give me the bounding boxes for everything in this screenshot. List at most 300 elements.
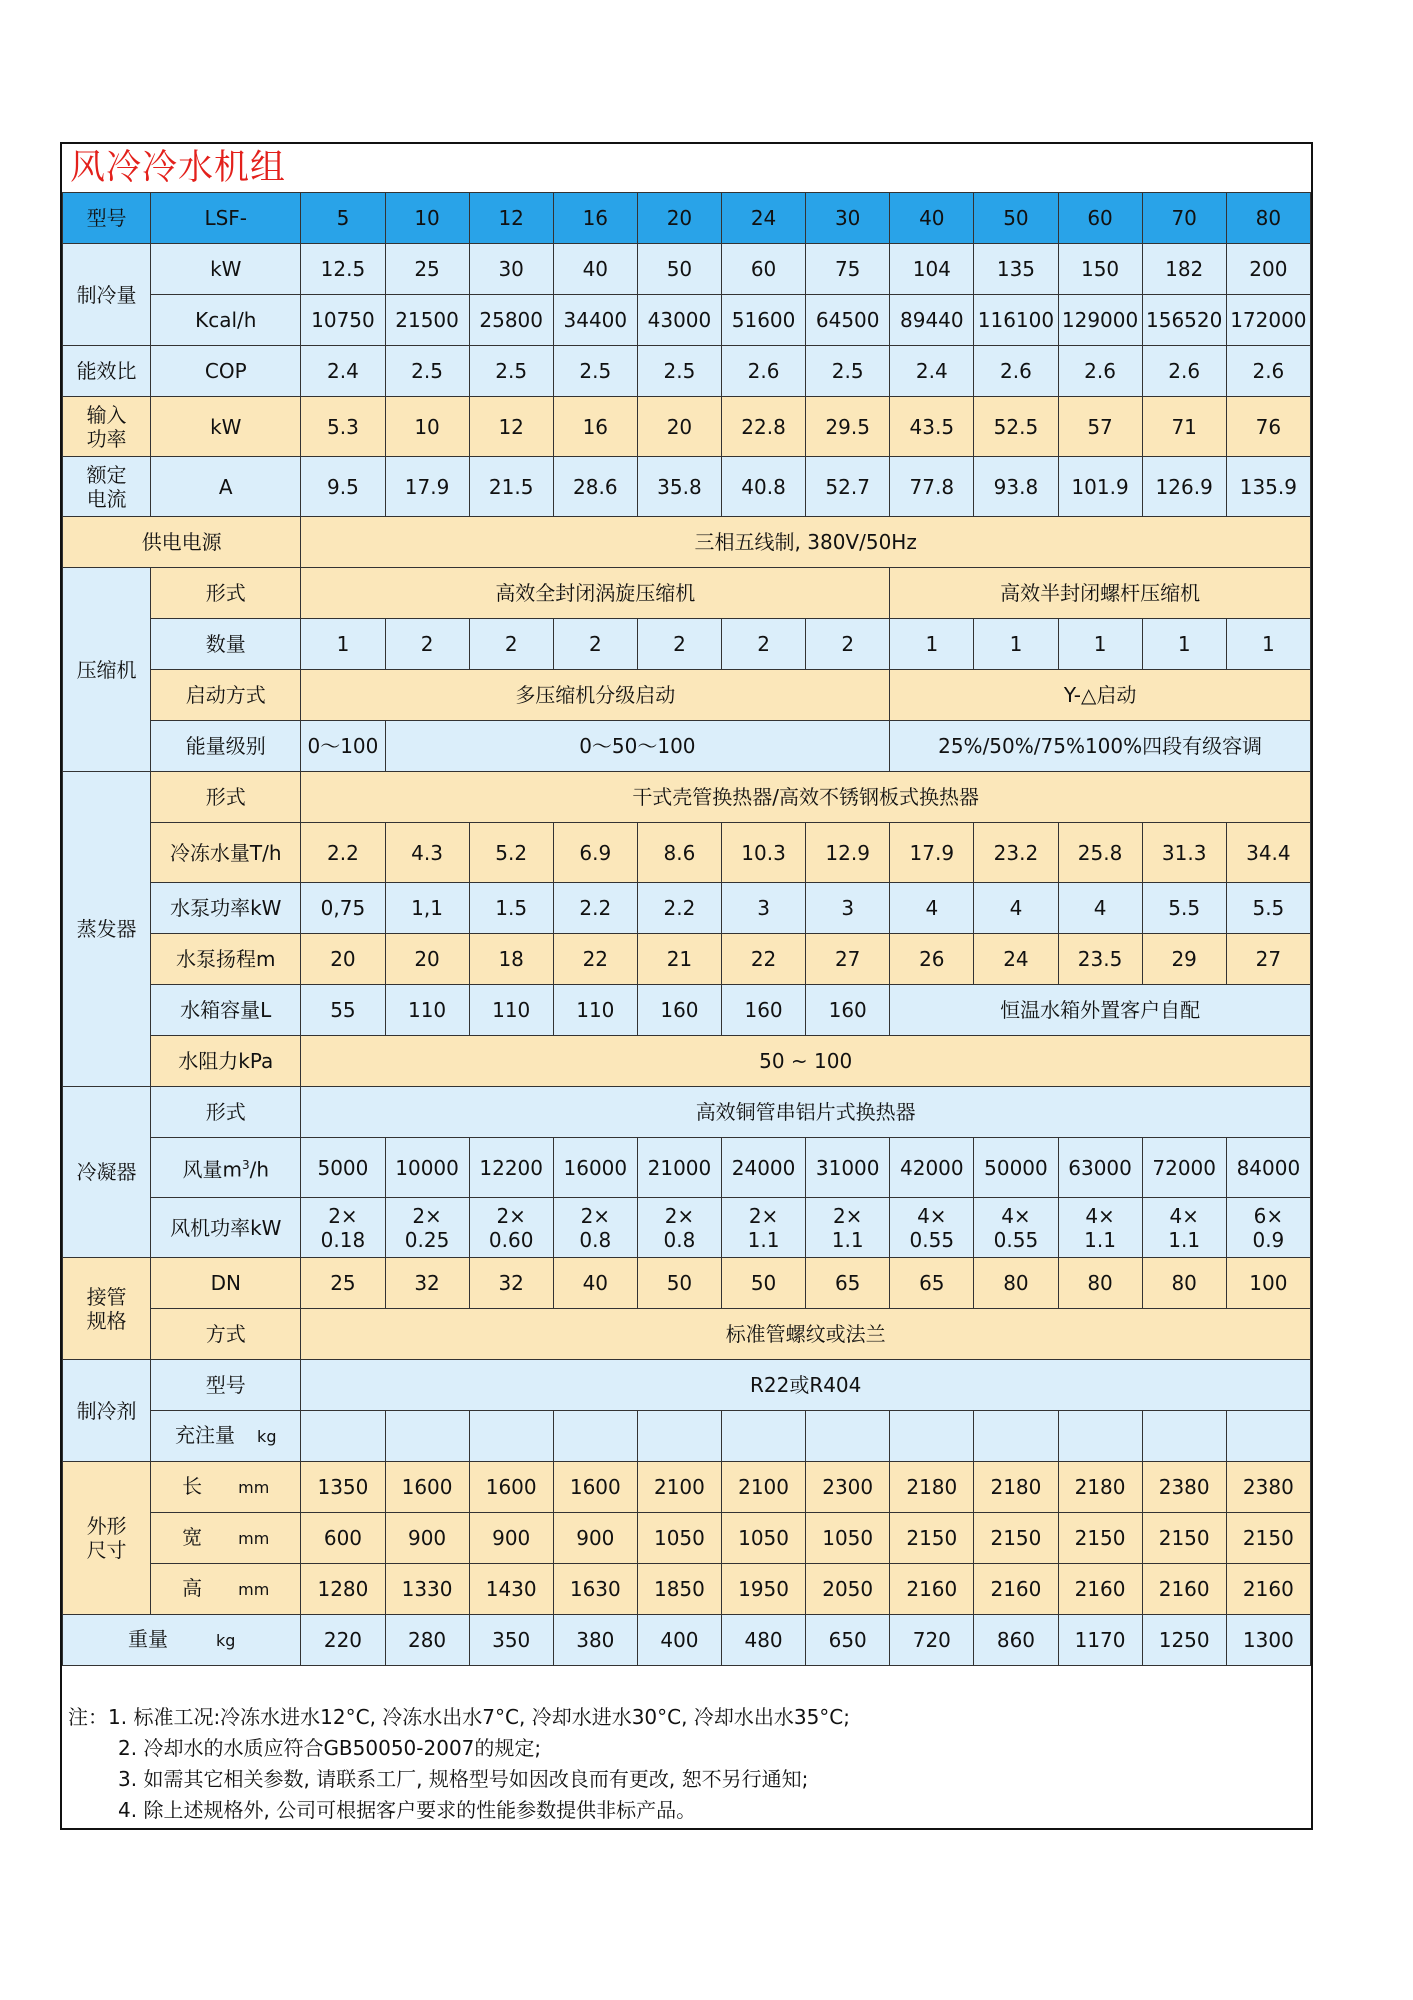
dims-height-cell: 2160 [1142, 1564, 1226, 1615]
evaporator-pump-cell: 1.5 [469, 883, 553, 934]
rated-current-cell: 17.9 [385, 457, 469, 517]
note-line: 2. 冷却水的水质应符合GB50050-2007的规定; [118, 1736, 542, 1760]
cop-cell: 2.6 [1142, 346, 1226, 397]
dims-width-cell: 1050 [806, 1513, 890, 1564]
condenser-air-cell: 10000 [385, 1138, 469, 1198]
evaporator-tank-cell: 160 [637, 985, 721, 1036]
input-power-cell: 76 [1226, 397, 1310, 457]
dims-width-cell: 900 [385, 1513, 469, 1564]
dims-width-cell: 600 [301, 1513, 385, 1564]
refrigerant-charge-cell [1226, 1411, 1310, 1462]
evaporator-flow-cell: 34.4 [1226, 823, 1310, 883]
condenser-form-row [63, 1087, 1311, 1138]
cooling-kcal-cell: 129000 [1058, 295, 1142, 346]
condenser-fan-cell: 4× 0.55 [974, 1198, 1058, 1258]
model-cell: 60 [1058, 193, 1142, 244]
weight-cell: 280 [385, 1615, 469, 1666]
input-power-cell: 43.5 [890, 397, 974, 457]
cooling-kw-cell: 30 [469, 244, 553, 295]
refrigerant-label: 制冷剂 [63, 1360, 151, 1462]
cop-unit: COP [151, 346, 301, 397]
model-cell: 80 [1226, 193, 1310, 244]
compressor-form-screw: 高效半封闭螺杆压缩机 [890, 568, 1311, 619]
input-power-cell: 20 [637, 397, 721, 457]
note-line: 3. 如需其它相关参数, 请联系工厂, 规格型号如因改良而有更改, 恕不另行通知; [118, 1767, 809, 1791]
compressor-qty-cell: 1 [890, 619, 974, 670]
condenser-fan-cell: 4× 1.1 [1142, 1198, 1226, 1258]
evaporator-head-cell: 23.5 [1058, 934, 1142, 985]
dims-length-cell: 2300 [806, 1462, 890, 1513]
compressor-capacity-label: 能量级别 [151, 721, 301, 772]
compressor-qty-cell: 2 [637, 619, 721, 670]
rated-current-cell: 9.5 [301, 457, 385, 517]
pipe-dn-cell: 65 [806, 1258, 890, 1309]
condenser-fan-cell: 2× 0.8 [553, 1198, 637, 1258]
cooling-kcal-cell: 43000 [637, 295, 721, 346]
refrigerant-charge-cell [722, 1411, 806, 1462]
input-power-cell: 71 [1142, 397, 1226, 457]
compressor-qty-cell: 2 [722, 619, 806, 670]
dims-length-cell: 2180 [890, 1462, 974, 1513]
pipe-dn-cell: 50 [722, 1258, 806, 1309]
cooling-kcal-cell: 21500 [385, 295, 469, 346]
refrigerant-charge-cell [890, 1411, 974, 1462]
cop-cell: 2.6 [1058, 346, 1142, 397]
dims-height-cell: 1850 [637, 1564, 721, 1615]
condenser-fan-cell: 6× 0.9 [1226, 1198, 1310, 1258]
weight-cell: 1170 [1058, 1615, 1142, 1666]
compressor-label: 压缩机 [63, 568, 151, 772]
condenser-fan-cell: 4× 1.1 [1058, 1198, 1142, 1258]
refrigerant-charge-cell [553, 1411, 637, 1462]
model-cell: 12 [469, 193, 553, 244]
evaporator-pump-cell: 5.5 [1142, 883, 1226, 934]
dims-height-cell: 2160 [1058, 1564, 1142, 1615]
refrigerant-charge-cell [385, 1411, 469, 1462]
pipe-dn-cell: 80 [1142, 1258, 1226, 1309]
evaporator-flow-cell: 8.6 [637, 823, 721, 883]
pipe-dn-row [63, 1258, 1311, 1309]
cooling-kw-cell: 200 [1226, 244, 1310, 295]
refrigerant-charge-cell [637, 1411, 721, 1462]
pipe-dn-cell: 80 [1058, 1258, 1142, 1309]
cop-label: 能效比 [63, 346, 151, 397]
pipe-dn-cell: 32 [469, 1258, 553, 1309]
evaporator-head-cell: 27 [806, 934, 890, 985]
evaporator-pump-cell: 4 [974, 883, 1058, 934]
condenser-air-cell: 31000 [806, 1138, 890, 1198]
rated-current-cell: 77.8 [890, 457, 974, 517]
power-supply-label: 供电电源 [63, 517, 301, 568]
compressor-capacity-four-step: 25%/50%/75%100%四段有级容调 [890, 721, 1311, 772]
refrigerant-charge-cell [1142, 1411, 1226, 1462]
cooling-kw-cell: 25 [385, 244, 469, 295]
dims-length-row [63, 1462, 1311, 1513]
cooling-kw-cell: 150 [1058, 244, 1142, 295]
weight-cell: 860 [974, 1615, 1058, 1666]
model-label: 型号 [63, 193, 151, 244]
compressor-start-label: 启动方式 [151, 670, 301, 721]
rated-current-cell: 135.9 [1226, 457, 1310, 517]
cooling-kcal-cell: 172000 [1226, 295, 1310, 346]
cooling-kcal-cell: 10750 [301, 295, 385, 346]
dims-length-label: 长 mm [151, 1462, 301, 1513]
model-cell: 24 [722, 193, 806, 244]
cooling-kw-cell: 75 [806, 244, 890, 295]
condenser-fan-cell: 2× 0.60 [469, 1198, 553, 1258]
rated-current-unit: A [151, 457, 301, 517]
evaporator-head-cell: 22 [722, 934, 806, 985]
evaporator-head-cell: 20 [385, 934, 469, 985]
condenser-fan-cell: 4× 0.55 [890, 1198, 974, 1258]
input-power-cell: 57 [1058, 397, 1142, 457]
cooling-kw-cell: 40 [553, 244, 637, 295]
weight-cell: 1250 [1142, 1615, 1226, 1666]
compressor-qty-cell: 2 [385, 619, 469, 670]
evaporator-tank-cell: 110 [469, 985, 553, 1036]
evaporator-pump-cell: 3 [806, 883, 890, 934]
condenser-fan-cell: 2× 0.25 [385, 1198, 469, 1258]
evaporator-pump-cell: 4 [890, 883, 974, 934]
input-power-cell: 16 [553, 397, 637, 457]
compressor-qty-cell: 1 [974, 619, 1058, 670]
condenser-air-cell: 42000 [890, 1138, 974, 1198]
dims-height-cell: 1630 [553, 1564, 637, 1615]
cop-cell: 2.5 [553, 346, 637, 397]
evaporator-tank-label: 水箱容量L [151, 985, 301, 1036]
weight-cell: 650 [806, 1615, 890, 1666]
refrigerant-type-label: 型号 [151, 1360, 301, 1411]
condenser-fan-cell: 2× 1.1 [722, 1198, 806, 1258]
evaporator-form-row [63, 772, 1311, 823]
dims-height-cell: 2050 [806, 1564, 890, 1615]
dims-length-cell: 2380 [1142, 1462, 1226, 1513]
weight-cell: 350 [469, 1615, 553, 1666]
input-power-cell: 29.5 [806, 397, 890, 457]
dims-width-row [63, 1513, 1311, 1564]
compressor-start-star-delta: Y-△启动 [890, 670, 1311, 721]
dims-height-cell: 2160 [890, 1564, 974, 1615]
condenser-fan-cell: 2× 0.18 [301, 1198, 385, 1258]
condenser-air-row [63, 1138, 1311, 1198]
compressor-qty-row [63, 619, 1311, 670]
weight-cell: 480 [722, 1615, 806, 1666]
rated-current-cell: 21.5 [469, 457, 553, 517]
refrigerant-charge-cell [301, 1411, 385, 1462]
rated-current-cell: 126.9 [1142, 457, 1226, 517]
input-power-row [63, 397, 1311, 457]
evaporator-pump-cell: 3 [722, 883, 806, 934]
compressor-qty-cell: 1 [1226, 619, 1310, 670]
evaporator-head-cell: 22 [553, 934, 637, 985]
cop-row [63, 346, 1311, 397]
spec-table [62, 192, 1311, 1666]
input-power-cell: 22.8 [722, 397, 806, 457]
dims-width-cell: 2150 [1142, 1513, 1226, 1564]
model-cell: 10 [385, 193, 469, 244]
dims-width-cell: 2150 [890, 1513, 974, 1564]
weight-cell: 400 [637, 1615, 721, 1666]
evaporator-flow-cell: 2.2 [301, 823, 385, 883]
condenser-air-cell: 12200 [469, 1138, 553, 1198]
evaporator-flow-cell: 23.2 [974, 823, 1058, 883]
dims-length-cell: 2100 [637, 1462, 721, 1513]
refrigerant-type-value: R22或R404 [301, 1360, 1311, 1411]
compressor-qty-cell: 2 [553, 619, 637, 670]
compressor-qty-cell: 1 [1058, 619, 1142, 670]
cooling-kcal-unit: Kcal/h [151, 295, 301, 346]
dims-width-cell: 1050 [637, 1513, 721, 1564]
evaporator-pump-cell: 2.2 [637, 883, 721, 934]
compressor-capacity-dual: 0～50～100 [385, 721, 890, 772]
dims-length-cell: 1600 [469, 1462, 553, 1513]
cop-cell: 2.6 [1226, 346, 1310, 397]
pipe-dn-cell: 100 [1226, 1258, 1310, 1309]
dims-length-cell: 2180 [1058, 1462, 1142, 1513]
rated-current-cell: 101.9 [1058, 457, 1142, 517]
condenser-air-cell: 5000 [301, 1138, 385, 1198]
refrigerant-charge-cell [806, 1411, 890, 1462]
cop-cell: 2.6 [974, 346, 1058, 397]
dims-width-cell: 2150 [974, 1513, 1058, 1564]
dims-length-cell: 2180 [974, 1462, 1058, 1513]
cooling-kw-row [63, 244, 1311, 295]
spec-sheet [60, 142, 1313, 1830]
evaporator-head-cell: 21 [637, 934, 721, 985]
weight-cell: 380 [553, 1615, 637, 1666]
compressor-qty-cell: 1 [301, 619, 385, 670]
power-supply-value: 三相五线制, 380V/50Hz [301, 517, 1311, 568]
model-cell: 20 [637, 193, 721, 244]
evaporator-pump-row [63, 883, 1311, 934]
rated-current-cell: 28.6 [553, 457, 637, 517]
compressor-qty-label: 数量 [151, 619, 301, 670]
evaporator-head-cell: 29 [1142, 934, 1226, 985]
dims-width-cell: 900 [469, 1513, 553, 1564]
evaporator-head-cell: 20 [301, 934, 385, 985]
evaporator-label: 蒸发器 [63, 772, 151, 1087]
dims-length-cell: 2380 [1226, 1462, 1310, 1513]
evaporator-resist-row [63, 1036, 1311, 1087]
condenser-air-cell: 16000 [553, 1138, 637, 1198]
evaporator-tank-cell: 110 [385, 985, 469, 1036]
input-power-cell: 12 [469, 397, 553, 457]
evaporator-pump-cell: 4 [1058, 883, 1142, 934]
compressor-qty-cell: 2 [469, 619, 553, 670]
condenser-air-cell: 84000 [1226, 1138, 1310, 1198]
refrigerant-charge-cell [469, 1411, 553, 1462]
dims-width-cell: 2150 [1058, 1513, 1142, 1564]
rated-current-cell: 52.7 [806, 457, 890, 517]
condenser-form-value: 高效铜管串铝片式换热器 [301, 1087, 1311, 1138]
cooling-kw-cell: 182 [1142, 244, 1226, 295]
dims-width-cell: 1050 [722, 1513, 806, 1564]
dims-length-cell: 1350 [301, 1462, 385, 1513]
cooling-kw-cell: 104 [890, 244, 974, 295]
dims-width-label: 宽 mm [151, 1513, 301, 1564]
pipe-way-label: 方式 [151, 1309, 301, 1360]
evaporator-tank-cell: 160 [806, 985, 890, 1036]
dims-label: 外形 尺寸 [63, 1462, 151, 1615]
condenser-air-label: 风量$m^3/h$ [151, 1138, 301, 1198]
notes [68, 1702, 850, 1826]
input-power-label: 输入 功率 [63, 397, 151, 457]
evaporator-head-row [63, 934, 1311, 985]
cop-cell: 2.5 [385, 346, 469, 397]
model-prefix: LSF- [151, 193, 301, 244]
model-cell: 40 [890, 193, 974, 244]
refrigerant-type-row [63, 1360, 1311, 1411]
evaporator-pump-cell: 5.5 [1226, 883, 1310, 934]
refrigerant-charge-cell [1058, 1411, 1142, 1462]
cooling-kcal-cell: 34400 [553, 295, 637, 346]
cooling-kw-cell: 12.5 [301, 244, 385, 295]
page-title: 风冷冷水机组 [70, 148, 287, 188]
pipe-way-value: 标准管螺纹或法兰 [301, 1309, 1311, 1360]
evaporator-flow-cell: 10.3 [722, 823, 806, 883]
evaporator-resist-label: 水阻力kPa [151, 1036, 301, 1087]
model-cell: 30 [806, 193, 890, 244]
model-cell: 50 [974, 193, 1058, 244]
cooling-kw-cell: 60 [722, 244, 806, 295]
dims-height-cell: 1330 [385, 1564, 469, 1615]
model-cell: 70 [1142, 193, 1226, 244]
compressor-form-label: 形式 [151, 568, 301, 619]
compressor-qty-cell: 1 [1142, 619, 1226, 670]
evaporator-form-value: 干式壳管换热器/高效不锈钢板式换热器 [301, 772, 1311, 823]
evaporator-head-cell: 18 [469, 934, 553, 985]
cop-cell: 2.5 [806, 346, 890, 397]
weight-cell: 720 [890, 1615, 974, 1666]
dims-height-cell: 2160 [974, 1564, 1058, 1615]
model-cell: 5 [301, 193, 385, 244]
compressor-qty-cell: 2 [806, 619, 890, 670]
weight-cell: 1300 [1226, 1615, 1310, 1666]
evaporator-flow-cell: 12.9 [806, 823, 890, 883]
pipe-dn-label: DN [151, 1258, 301, 1309]
input-power-unit: kW [151, 397, 301, 457]
evaporator-pump-cell: 2.2 [553, 883, 637, 934]
condenser-air-cell: 72000 [1142, 1138, 1226, 1198]
cooling-kcal-cell: 64500 [806, 295, 890, 346]
input-power-cell: 10 [385, 397, 469, 457]
dims-height-cell: 1280 [301, 1564, 385, 1615]
cooling-kcal-row [63, 295, 1311, 346]
input-power-cell: 5.3 [301, 397, 385, 457]
condenser-air-cell: 50000 [974, 1138, 1058, 1198]
refrigerant-charge-row [63, 1411, 1311, 1462]
cop-cell: 2.5 [469, 346, 553, 397]
evaporator-flow-row [63, 823, 1311, 883]
dims-width-cell: 900 [553, 1513, 637, 1564]
cop-cell: 2.6 [722, 346, 806, 397]
refrigerant-charge-label: 充注量 kg [151, 1411, 301, 1462]
evaporator-pump-cell: 1,1 [385, 883, 469, 934]
dims-height-row [63, 1564, 1311, 1615]
cop-cell: 2.5 [637, 346, 721, 397]
rated-current-row [63, 457, 1311, 517]
dims-height-cell: 1430 [469, 1564, 553, 1615]
condenser-air-cell: 21000 [637, 1138, 721, 1198]
compressor-form-scroll: 高效全封闭涡旋压缩机 [301, 568, 890, 619]
model-cell: 16 [553, 193, 637, 244]
evaporator-pump-label: 水泵功率kW [151, 883, 301, 934]
compressor-capacity-single: 0～100 [301, 721, 385, 772]
evaporator-pump-cell: 0,75 [301, 883, 385, 934]
note-line: 注：1. 标准工况:冷冻水进水12°C, 冷冻水出水7°C, 冷却水进水30°C, 冷却水出水35°C; [68, 1705, 850, 1729]
evaporator-head-cell: 26 [890, 934, 974, 985]
pipe-way-row [63, 1309, 1311, 1360]
condenser-fan-label: 风机功率kW [151, 1198, 301, 1258]
dims-height-label: 高 mm [151, 1564, 301, 1615]
condenser-label: 冷凝器 [63, 1087, 151, 1258]
dims-height-cell: 2160 [1226, 1564, 1310, 1615]
compressor-form-row [63, 568, 1311, 619]
cooling-kcal-cell: 116100 [974, 295, 1058, 346]
dims-length-cell: 1600 [553, 1462, 637, 1513]
evaporator-flow-cell: 31.3 [1142, 823, 1226, 883]
evaporator-flow-label: 冷冻水量T/h [151, 823, 301, 883]
pipe-dn-cell: 80 [974, 1258, 1058, 1309]
cooling-kcal-cell: 156520 [1142, 295, 1226, 346]
evaporator-flow-cell: 6.9 [553, 823, 637, 883]
model-row [63, 193, 1311, 244]
cooling-kcal-cell: 51600 [722, 295, 806, 346]
compressor-capacity-row [63, 721, 1311, 772]
evaporator-tank-cell: 110 [553, 985, 637, 1036]
power-supply-row [63, 517, 1311, 568]
cooling-kcal-cell: 89440 [890, 295, 974, 346]
evaporator-head-cell: 27 [1226, 934, 1310, 985]
cooling-kcal-cell: 25800 [469, 295, 553, 346]
pipe-dn-cell: 50 [637, 1258, 721, 1309]
cop-cell: 2.4 [890, 346, 974, 397]
evaporator-flow-cell: 5.2 [469, 823, 553, 883]
rated-current-label: 额定 电流 [63, 457, 151, 517]
weight-cell: 220 [301, 1615, 385, 1666]
pipe-dn-cell: 25 [301, 1258, 385, 1309]
rated-current-cell: 35.8 [637, 457, 721, 517]
dims-height-cell: 1950 [722, 1564, 806, 1615]
evaporator-tank-cell: 160 [722, 985, 806, 1036]
rated-current-cell: 40.8 [722, 457, 806, 517]
condenser-fan-cell: 2× 1.1 [806, 1198, 890, 1258]
weight-row [63, 1615, 1311, 1666]
cooling-label: 制冷量 [63, 244, 151, 346]
pipe-dn-cell: 32 [385, 1258, 469, 1309]
pipe-dn-cell: 40 [553, 1258, 637, 1309]
note-line: 4. 除上述规格外, 公司可根据客户要求的性能参数提供非标产品。 [118, 1798, 697, 1822]
evaporator-flow-cell: 4.3 [385, 823, 469, 883]
pipe-dn-cell: 65 [890, 1258, 974, 1309]
dims-length-cell: 1600 [385, 1462, 469, 1513]
evaporator-tank-note: 恒温水箱外置客户自配 [890, 985, 1311, 1036]
dims-width-cell: 2150 [1226, 1513, 1310, 1564]
evaporator-resist-value: 50 ~ 100 [301, 1036, 1311, 1087]
evaporator-tank-cell: 55 [301, 985, 385, 1036]
compressor-start-row [63, 670, 1311, 721]
evaporator-flow-cell: 17.9 [890, 823, 974, 883]
evaporator-head-cell: 24 [974, 934, 1058, 985]
evaporator-head-label: 水泵扬程m [151, 934, 301, 985]
condenser-air-cell: 24000 [722, 1138, 806, 1198]
condenser-air-cell: 63000 [1058, 1138, 1142, 1198]
condenser-form-label: 形式 [151, 1087, 301, 1138]
pipe-label: 接管 规格 [63, 1258, 151, 1360]
condenser-fan-row [63, 1198, 1311, 1258]
condenser-fan-cell: 2× 0.8 [637, 1198, 721, 1258]
input-power-cell: 52.5 [974, 397, 1058, 457]
